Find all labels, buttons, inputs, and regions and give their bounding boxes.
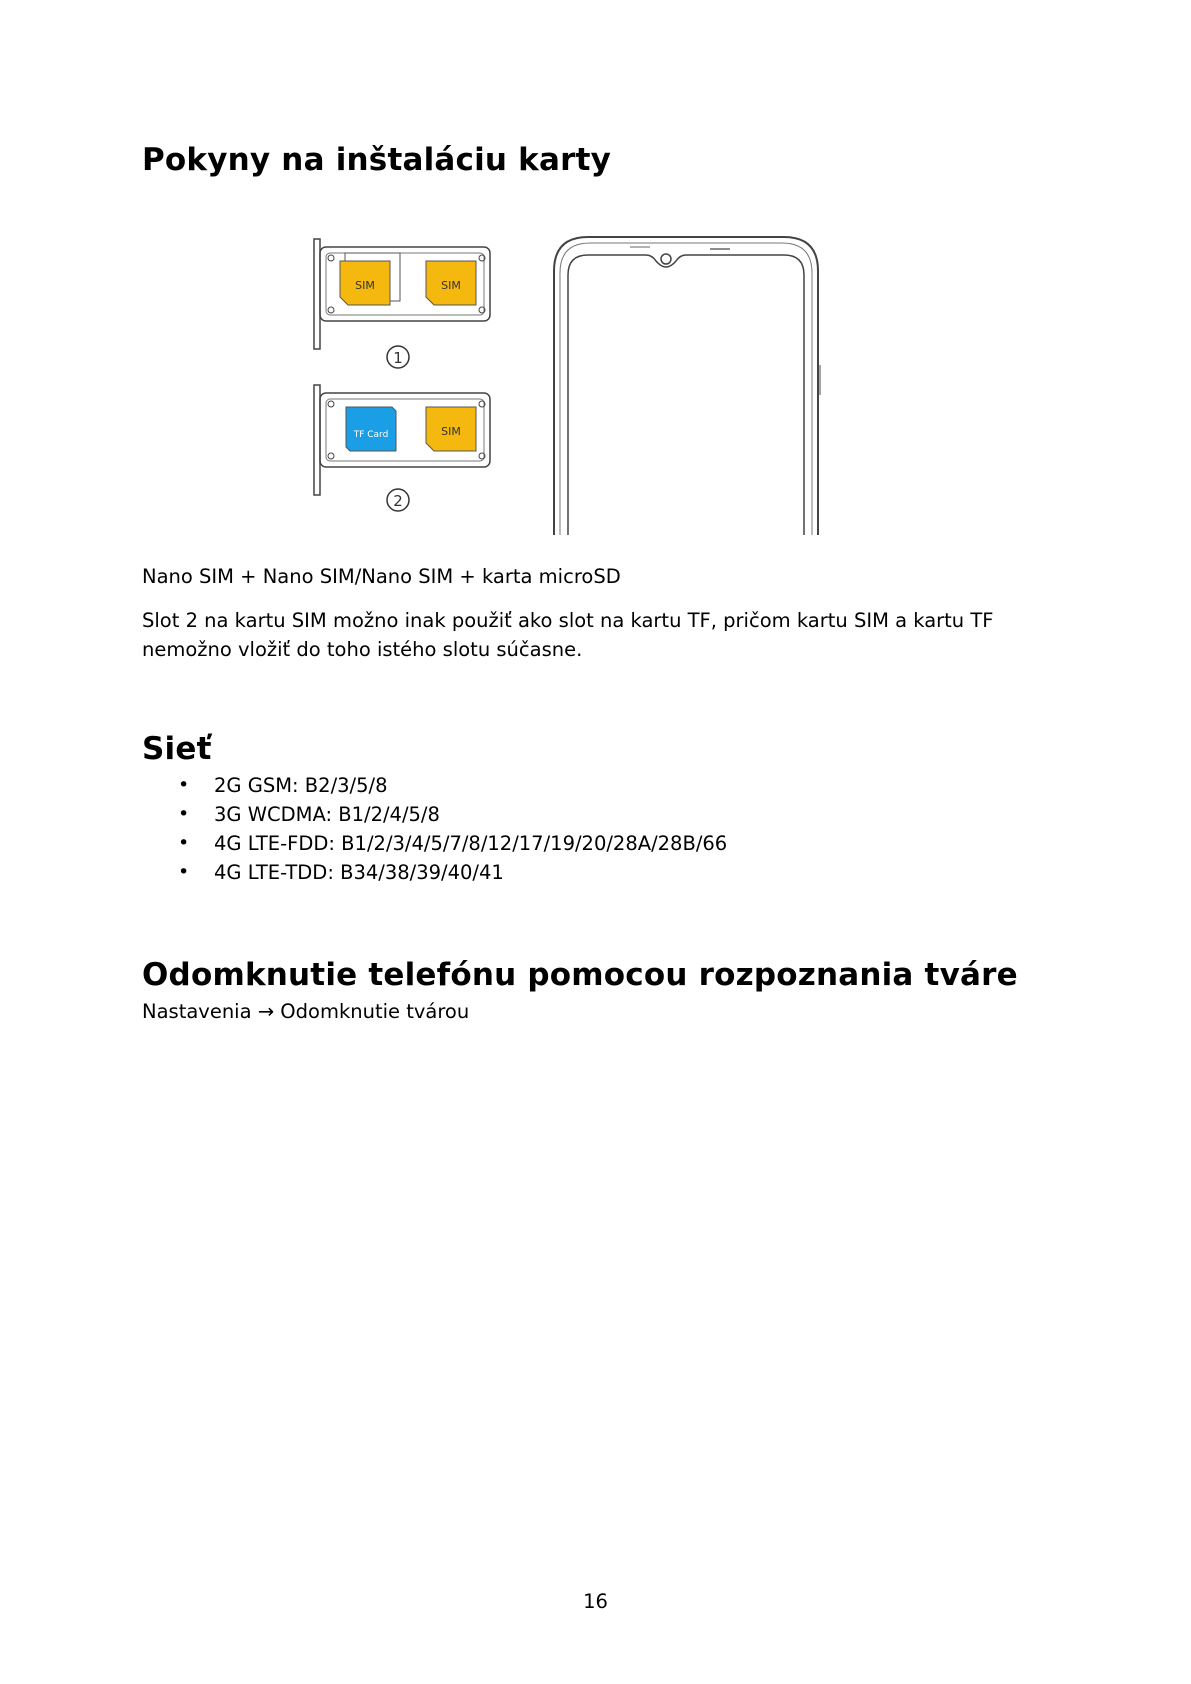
heading-card-installation: Pokyny na inštaláciu karty [142, 142, 612, 178]
tf-card [346, 407, 396, 451]
tray1-right-label: SIM [441, 279, 461, 292]
card-combination-text: Nano SIM + Nano SIM/Nano SIM + karta microSD [142, 565, 621, 588]
list-item [142, 858, 727, 887]
slot-note-text: Slot 2 na kartu SIM možno inak použiť ako slot na kartu TF, pričom kartu SIM a kartu TF nemožno vložiť do toho istého slotu súčasne. [142, 609, 994, 661]
page-number: 16 [583, 1590, 608, 1613]
bullet-icon: • [178, 803, 190, 825]
face-unlock-path: Nastavenia → Odomknutie tvárou [142, 1000, 470, 1023]
bullet-icon: • [178, 832, 190, 854]
band-label: 4G LTE-TDD: B34/38/39/40/41 [214, 861, 504, 884]
phone-outline [554, 237, 820, 535]
tray1-marker: 1 [393, 349, 403, 367]
bullet-icon: • [178, 861, 190, 883]
list-item [142, 800, 727, 829]
list-item [142, 771, 727, 800]
band-label: 4G LTE-FDD: B1/2/3/4/5/7/8/12/17/19/20/28A/28B/66 [214, 832, 728, 855]
bullet-icon: • [178, 774, 190, 796]
front-camera-icon [661, 254, 671, 264]
band-label: 2G GSM: B2/3/5/8 [214, 774, 388, 797]
tray2-right-label: SIM [441, 425, 461, 438]
sim-tray-1 [314, 239, 490, 368]
list-item [142, 829, 727, 858]
tray2-marker: 2 [393, 492, 403, 510]
sim-tray-illustration [300, 225, 900, 545]
tray1-left-label: SIM [355, 279, 375, 292]
network-band-list [142, 771, 727, 887]
heading-network: Sieť [142, 731, 212, 767]
tray2-left-label: TF Card [353, 430, 389, 440]
band-label: 3G WCDMA: B1/2/4/5/8 [214, 803, 440, 826]
heading-face-unlock: Odomknutie telefónu pomocou rozpoznania tváre [142, 957, 1018, 993]
sim-tray-2 [314, 385, 490, 511]
